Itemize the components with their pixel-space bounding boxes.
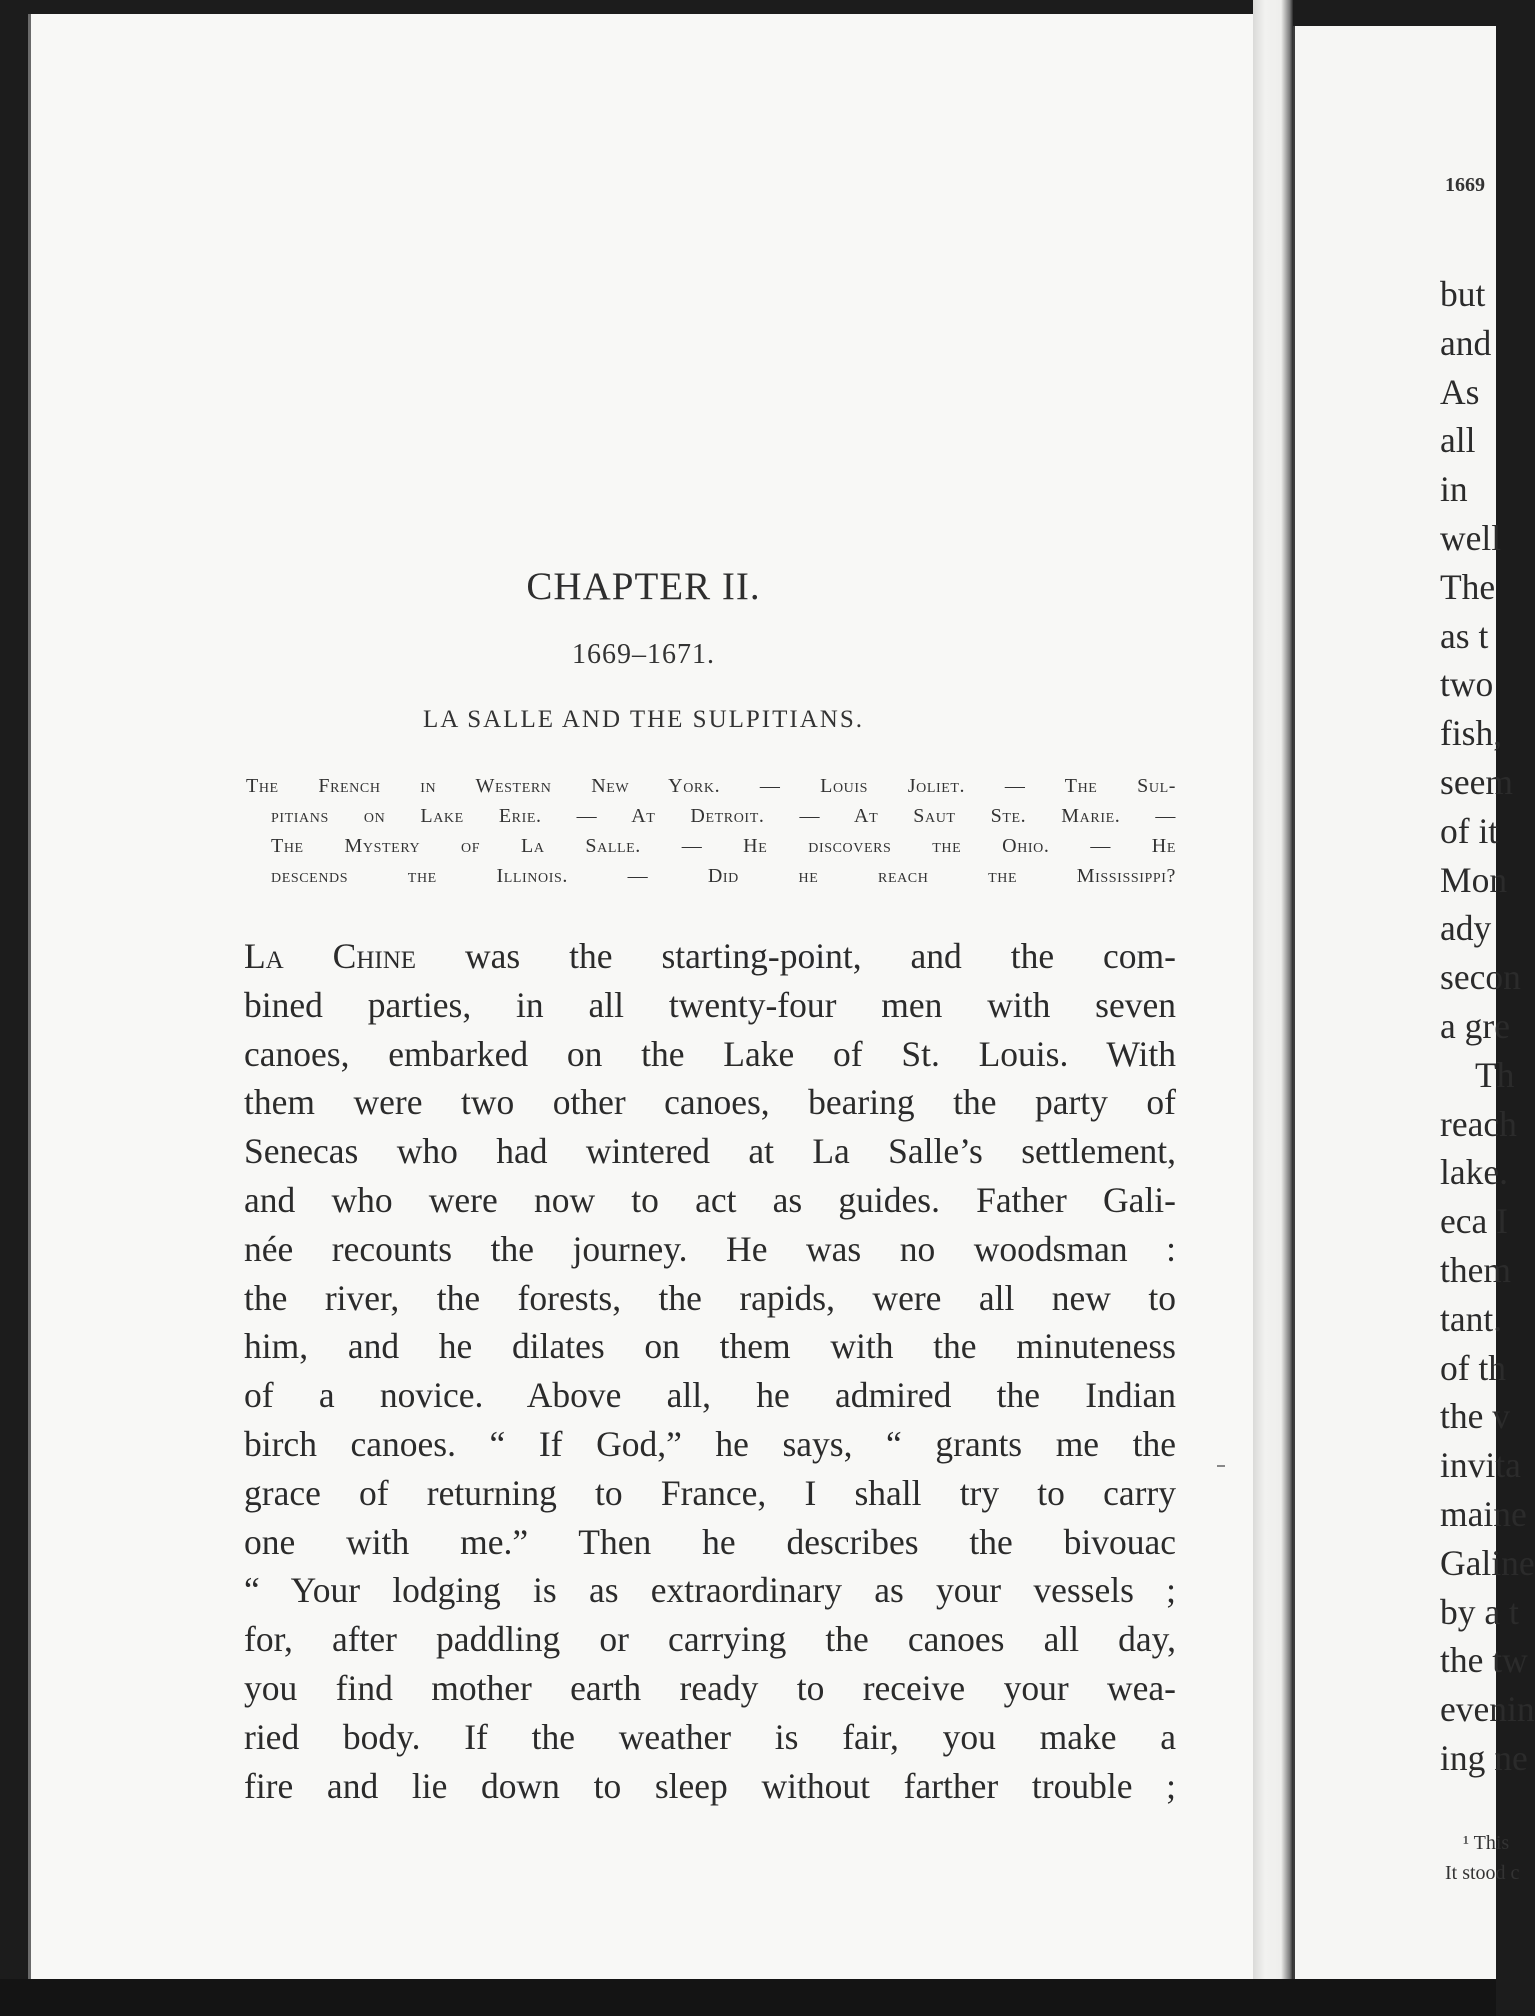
synopsis-line: The Mystery of La Salle. — He discovers the Ohio. — He [271,835,1176,857]
right-line: a gre [1440,1005,1510,1046]
right-line: As [1440,371,1480,412]
right-line: well [1440,517,1502,558]
right-line: them [1440,1249,1511,1290]
body-line: Senecas who had wintered at La Salle’s settlement, [244,1131,1176,1172]
body-line: “ Your lodging is as extraordinary as your vessels ; [244,1570,1176,1611]
right-line: Mon [1440,859,1508,900]
right-line: secon [1440,957,1521,998]
chapter-synopsis [246,771,1176,891]
right-line: of it [1440,810,1499,851]
right-line: maine [1440,1493,1527,1534]
right-line: Galine [1440,1542,1535,1583]
opening-words: La Chine [244,936,417,976]
right-line: as t [1440,615,1489,656]
body-line: and who were now to act as guides. Father Gali- [244,1179,1176,1220]
right-line: by a t [1440,1591,1519,1632]
body-line: for, after paddling or carrying the canoes all day, [244,1619,1176,1660]
body-line: bined parties, in all twenty-four men with seven [244,984,1176,1025]
scan-bottom-edge [0,1979,1496,2016]
right-line: lake. [1440,1152,1509,1193]
opening-line-rest: was the starting-point, and the com- [416,936,1176,976]
right-line: fish, [1440,713,1503,754]
right-footnote [1445,1828,1519,1888]
body-line: née recounts the journey. He was no woodsman : [244,1228,1176,1269]
body-line: grace of returning to France, I shall try to carry [244,1472,1176,1513]
right-page [1293,26,1535,2016]
body-line: him, and he dilates on them with the minuteness [244,1326,1176,1367]
body-line: them were two other canoes, bearing the party of [244,1082,1176,1123]
right-line: in [1440,469,1468,510]
body-line: canoes, embarked on the Lake of St. Louis. With [244,1033,1176,1074]
left-page [28,14,1253,1979]
right-line: eca I [1440,1201,1508,1242]
right-line: The [1440,566,1496,607]
right-line: the v [1440,1396,1510,1437]
body-line: you find mother earth ready to receive your wea- [244,1667,1176,1708]
footnote-line: It stood c [1445,1862,1520,1884]
right-line: tant. [1440,1298,1503,1339]
body-line: ried body. If the weather is fair, you make a [244,1716,1176,1757]
footnote-line: ¹ This [1463,1832,1510,1854]
right-line: but [1440,274,1486,314]
right-line: evenin [1440,1689,1535,1730]
right-line: Th [1475,1054,1515,1095]
chapter-subtitle: LA SALLE AND THE SULPITIANS. [423,706,864,733]
right-line: the tw [1440,1640,1528,1681]
book-gutter [1253,0,1293,2016]
right-line: invita [1440,1445,1521,1486]
chapter-title: CHAPTER II. [526,565,761,608]
body-line: one with me.” Then he describes the bivouac [244,1521,1176,1562]
chapter-years: 1669–1671. [572,639,715,670]
synopsis-line: descends the Illinois. — Did he reach the Mississippi? [271,865,1176,887]
right-line: two [1440,664,1494,705]
right-line: reach [1440,1103,1517,1144]
right-line: seem [1440,761,1513,802]
right-line: ing ne [1440,1737,1528,1778]
right-line: all [1440,420,1476,461]
right-line: of th [1440,1347,1507,1388]
body-line: the river, the forests, the rapids, were all new to [244,1277,1176,1318]
margin-mark [1217,1465,1225,1467]
right-line: and [1440,322,1492,363]
body-line: fire and lie down to sleep without farther trouble ; [244,1765,1176,1806]
right-page-text [1440,270,1535,1783]
body-line: of a novice. Above all, he admired the Indian [244,1375,1176,1416]
running-header: 1669 [1445,174,1485,196]
body-line [244,932,1176,981]
synopsis-line: pitians on Lake Erie. — At Detroit. — At Saut Ste. Marie. — [271,805,1176,827]
right-line: ady [1440,908,1492,949]
synopsis-line: The French in Western New York. — Louis Joliet. — The Sul- [246,775,1176,797]
body-text [244,932,1176,1810]
body-line: birch canoes. “ If God,” he says, “ grants me the [244,1423,1176,1464]
